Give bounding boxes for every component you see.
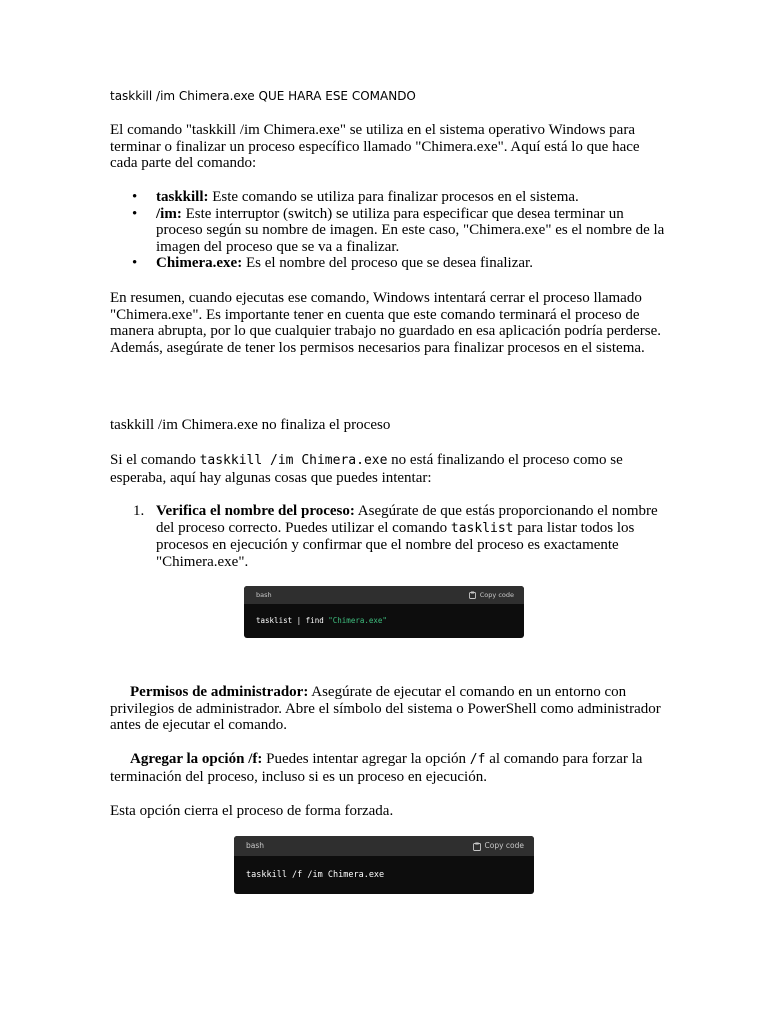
inline-code: /f bbox=[469, 752, 486, 767]
list-item: 1. Verifica el nombre del proceso: Asegúrate de que estás proporcionando el nombre del proceso correcto. Puedes utilizar el comando tasklist para listar todos los procesos en ejecución y confirmar que el nombre del proceso es exactamente "Chimera.exe". bbox=[133, 503, 658, 570]
step-list bbox=[110, 503, 666, 570]
list-item: • /im: Este interruptor (switch) se utiliza para especificar que desea terminar un proceso según su nombre de imagen. En este caso, "Chimera.exe" es el nombre de la imagen del proceso que se va a finalizar. bbox=[132, 205, 665, 255]
code-block-tasklist bbox=[244, 586, 524, 638]
code-content: taskkill /f /im Chimera.exe bbox=[246, 870, 385, 880]
bullet-icon: • bbox=[132, 255, 138, 271]
copy-code-button[interactable]: Copy code bbox=[469, 587, 514, 604]
bullet-icon: • bbox=[132, 205, 138, 222]
question-1-title: taskkill /im Chimera.exe QUE HARA ESE COMANDO bbox=[110, 89, 416, 103]
list-item: • Chimera.exe: Es el nombre del proceso que se desea finalizar. bbox=[132, 255, 533, 271]
answer-1-intro: El comando "taskkill /im Chimera.exe" se utiliza en el sistema operativo Windows para terminar o finalizar un proceso específico llamado "Chimera.exe". Aquí está lo que hace cada parte del comando: bbox=[110, 122, 640, 171]
code-block-taskkill-force bbox=[234, 836, 534, 894]
copy-code-button[interactable]: Copy code bbox=[473, 838, 525, 855]
code-language-label: bash bbox=[246, 840, 265, 850]
answer-1-summary: En resumen, cuando ejecutas ese comando, Windows intentará cerrar el proceso llamado "Chimera.exe". Es importante tener en cuenta que este comando terminará el proceso de manera abrupta, por lo que cualquier trabajo no guardado en esa aplicación podría perderse. Además, asegúrate de tener los permisos necesarios para finalizar procesos en el sistema. bbox=[110, 290, 662, 356]
clipboard-icon bbox=[473, 842, 481, 851]
code-content: tasklist | find "Chimera.exe" bbox=[256, 616, 387, 625]
permissions-paragraph: Permisos de administrador: Asegúrate de ejecutar el comando en un entorno con privilegios de administrador. Abre el símbolo del sistema o PowerShell como administrador antes de ejecutar el comando. bbox=[110, 684, 661, 733]
bullet-icon: • bbox=[132, 189, 138, 205]
list-item: • taskkill: Este comando se utiliza para finalizar procesos en el sistema. bbox=[132, 189, 579, 205]
inline-code: taskkill /im Chimera.exe bbox=[199, 453, 388, 468]
answer-2-intro: Si el comando taskkill /im Chimera.exe no está finalizando el proceso como se esperaba, aquí hay algunas cosas que puedes intentar: bbox=[110, 452, 623, 486]
force-option-paragraph: Agregar la opción /f: Puedes intentar agregar la opción /f al comando para forzar la terminación del proceso, incluso si es un proceso en ejecución. bbox=[110, 751, 643, 785]
force-option-note: Esta opción cierra el proceso de forma forzada. bbox=[110, 803, 394, 819]
code-language-label: bash bbox=[256, 590, 272, 599]
inline-code: tasklist bbox=[450, 520, 514, 536]
clipboard-icon bbox=[469, 591, 476, 599]
answer-1-bullet-list bbox=[110, 189, 666, 272]
question-2-title: taskkill /im Chimera.exe no finaliza el proceso bbox=[110, 417, 391, 433]
